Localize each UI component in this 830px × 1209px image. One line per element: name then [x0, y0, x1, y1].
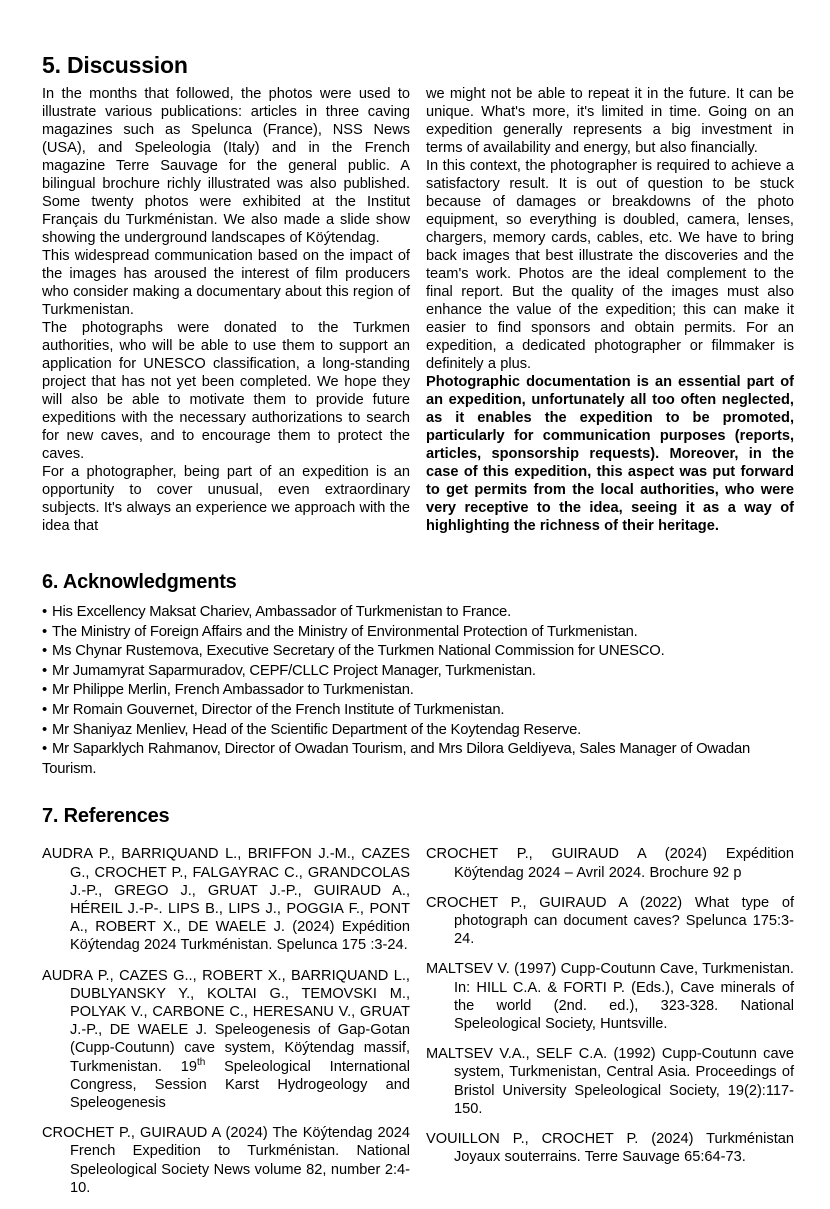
acknowledgment-text: Mr Jumamyrat Saparmuradov, CEPF/CLLC Project Manager, Turkmenistan. — [51, 662, 536, 679]
bullet-icon: • — [42, 662, 47, 679]
acknowledgment-text: The Ministry of Foreign Affairs and the Ministry of Environmental Protection of Turkmenistan. — [51, 623, 638, 640]
discussion-paragraph: This widespread communication based on the impact of the images has aroused the interest of film producers who consider making a documentary about this region of Turkmenistan. — [42, 248, 410, 318]
section-discussion — [42, 52, 794, 535]
references-right-column — [426, 845, 794, 1209]
reference-text: AUDRA P., CAZES G.., ROBERT X., BARRIQUAND L., DUBLYANSKY Y., KOLTAI G., TEMOVSKI M., POLYAK V., CARBONE C., HERESANU V., GRUAT J.-P., DE WAELE J. Speleogenesis of Gap-Gotan (Cupp-Coutunn) cave system, Köýtendag massif, Turkmenistan. 19 — [42, 967, 410, 1075]
acknowledgment-text: Mr Shaniyaz Menliev, Head of the Scientific Department of the Koytendag Reserve. — [51, 721, 582, 738]
acknowledgment-text: Mr Saparklych Rahmanov, Director of Owadan Tourism, and Mrs Dilora Geldiyeva, Sales Manager of Owadan Tourism. — [42, 741, 751, 777]
acknowledgment-item — [42, 623, 794, 643]
section-heading-acknowledgments: 6. Acknowledgments — [42, 571, 237, 593]
discussion-paragraph: The photographs were donated to the Turkmen authorities, who will be able to use them to support an application for UNESCO classification, a long-standing project that has not yet been completed. We hope they will also be able to motivate them to provide future expeditions with the necessary authorizations to search for new caves, and to encourage them to protect the caves. — [42, 320, 410, 462]
acknowledgment-item — [42, 662, 794, 682]
discussion-left-column — [42, 85, 410, 535]
bullet-icon: • — [42, 643, 47, 660]
acknowledgment-text: Ms Chynar Rustemova, Executive Secretary of the Turkmen National Commission for UNESCO. — [51, 643, 665, 660]
section-acknowledgments — [42, 571, 794, 779]
acknowledgment-text: Mr Philippe Merlin, French Ambassador to Turkmenistan. — [51, 682, 414, 699]
discussion-paragraph: For a photographer, being part of an expedition is an opportunity to cover unusual, even extraordinary subjects. It's always an experience we approach with the idea that — [42, 464, 410, 534]
section-references — [42, 805, 794, 1209]
bullet-icon: • — [42, 701, 47, 718]
discussion-paragraph: we might not be able to repeat it in the future. It can be unique. What's more, it's limited in time. Going on an expedition generally represents a big investment in terms of availability and energy, but also financially. — [426, 86, 794, 156]
section-heading-discussion: 5. Discussion — [42, 52, 188, 78]
reference-entry: CROCHET P., GUIRAUD A (2022) What type of photograph can document caves? Spelunca 175:3-24. — [426, 894, 794, 948]
reference-entry: MALTSEV V.A., SELF C.A. (1992) Cupp-Coutunn cave system, Turkmenistan, Central Asia. Proceedings of Bristol University Speleological Society, 19(2):117-150. — [426, 1046, 794, 1117]
reference-entry: CROCHET P., GUIRAUD A (2024) The Köýtendag 2024 French Expedition to Turkménistan. National Speleological Society News volume 82, number 2:4-10. — [42, 1125, 410, 1196]
reference-entry: VOUILLON P., CROCHET P. (2024) Turkménistan Joyaux souterrains. Terre Sauvage 65:64-73. — [426, 1130, 794, 1166]
reference-text: Speleological International Congress, Session Karst Hydrogeology and Speleogenesis — [70, 1058, 410, 1111]
reference-entry — [42, 967, 410, 1113]
discussion-right-column — [426, 85, 794, 535]
discussion-paragraph: In this context, the photographer is required to achieve a satisfactory result. It is out of question to be stuck because of damages or breakdowns of the photo equipment, so everything is doubled, camera, lenses, chargers, memory cards, cables, etc. We have to bring back images that best illustrate the discoveries and the team's work. Photos are the ideal complement to the final report. But the quality of the images must also enhance the value of the expedition; this can make it easier to find sponsors and obtain permits. For an expedition, a dedicated photographer or filmmaker is definitely a plus. — [426, 158, 794, 372]
ordinal-superscript: th — [196, 1056, 206, 1068]
acknowledgment-item — [42, 681, 794, 701]
reference-entry: MALTSEV V. (1997) Cupp-Coutunn Cave, Turkmenistan. In: HILL C.A. & FORTI P. (Eds.), Cave minerals of the world (2nd. ed.), 323-328. National Speleological Society, Huntsville. — [426, 961, 794, 1032]
acknowledgment-item — [42, 642, 794, 662]
acknowledgment-text: Mr Romain Gouvernet, Director of the French Institute of Turkmenistan. — [51, 701, 505, 718]
references-left-column — [42, 845, 410, 1209]
bullet-icon: • — [42, 623, 47, 640]
references-columns — [42, 845, 794, 1209]
discussion-columns — [42, 85, 794, 535]
acknowledgment-item — [42, 701, 794, 721]
acknowledgment-item — [42, 603, 794, 623]
reference-entry: CROCHET P., GUIRAUD A (2024) Expédition Köýtendag 2024 – Avril 2024. Brochure 92 p — [426, 846, 794, 881]
bullet-icon: • — [42, 721, 47, 738]
acknowledgment-item — [42, 721, 794, 741]
discussion-paragraph: In the months that followed, the photos were used to illustrate various publications: articles in three caving magazines such as Spelunca (France), NSS News (USA), and Speleologia (Italy) and in the French magazine Terre Sauvage for the general public. A bilingual brochure richly illustrated was also published. Some twenty photos were exhibited at the Institut Français du Turkménistan. We also made a slide show showing the underground landscapes of Köýtendag. — [42, 86, 410, 246]
acknowledgments-list — [42, 603, 794, 779]
discussion-bold-paragraph: Photographic documentation is an essential part of an expedition, unfortunately all too often neglected, as it enables the expedition to be promoted, particularly for communication purposes (reports, articles, sponsorship requests). Moreover, in the case of this expedition, this aspect was put forward to get permits from the local authorities, who were very receptive to the idea, seeing it as a way of highlighting the richness of their heritage. — [426, 374, 794, 534]
bullet-icon: • — [42, 682, 47, 699]
acknowledgment-item — [42, 740, 794, 779]
reference-entry: AUDRA P., BARRIQUAND L., BRIFFON J.-M., CAZES G., CROCHET P., FALGAYRAC C., GRANDCOLAS J.-P., GREGO J., GRUAT J.-P., GUIRAUD A., HÉREIL J.-P-. LIPS B., LIPS J., POGGIA F., PONT A., ROBERT X., DE WAELE J. (2024) Expédition Köýtendag 2024 Turkménistan. Spelunca 175 :3-24. — [42, 846, 410, 954]
acknowledgment-text: His Excellency Maksat Chariev, Ambassador of Turkmenistan to France. — [51, 604, 511, 620]
bullet-icon: • — [42, 604, 47, 620]
section-heading-references: 7. References — [42, 805, 170, 828]
bullet-icon: • — [42, 741, 47, 758]
